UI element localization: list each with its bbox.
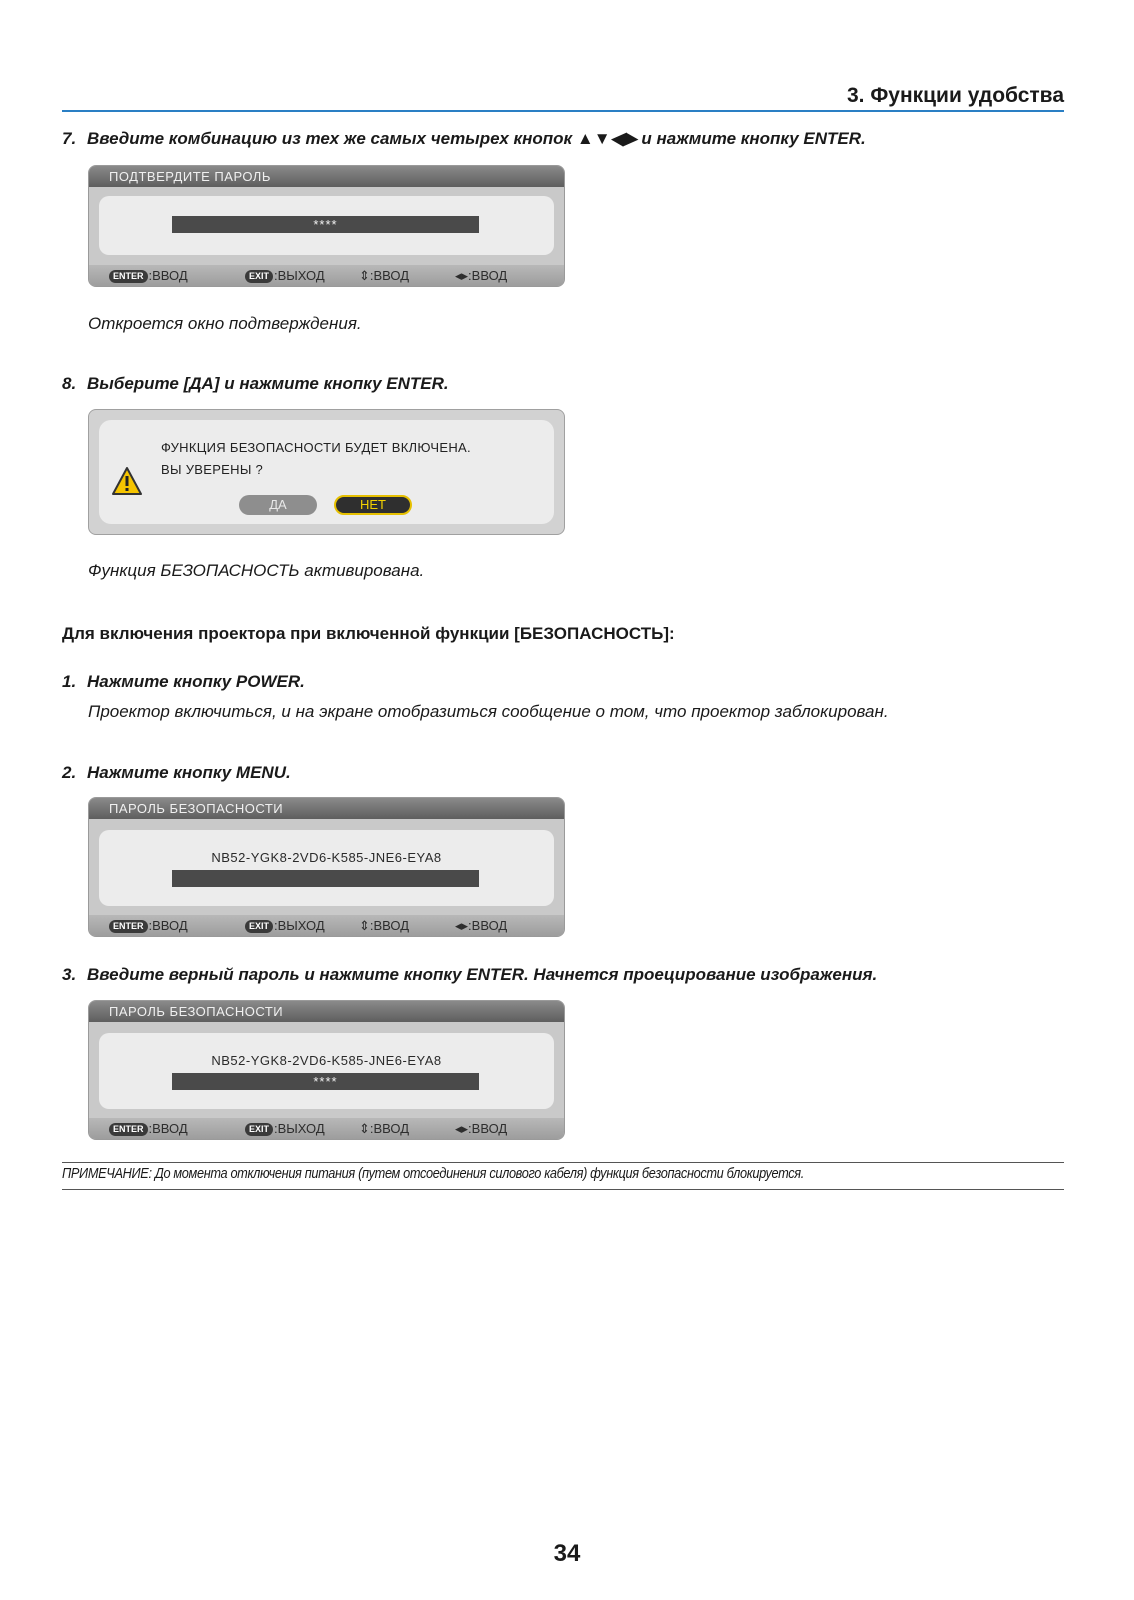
step-8-result: Функция БЕЗОПАСНОСТЬ активирована. xyxy=(88,561,425,580)
step-7 xyxy=(62,129,866,149)
footnote: ПРИМЕЧАНИЕ: До момента отключения питания (путем отсоединения силового кабеля) функция безопасности блокируется. xyxy=(62,1166,804,1182)
step-text: Нажмите кнопку MENU. xyxy=(87,763,291,782)
password-field[interactable]: **** xyxy=(172,1073,479,1090)
footer-enter-label: :ВВОД xyxy=(148,1121,188,1136)
osd-footer xyxy=(89,265,564,286)
osd-panel xyxy=(99,1033,554,1109)
step-number: 8. xyxy=(62,374,77,393)
dialog-panel xyxy=(99,420,554,524)
note-rule-top xyxy=(62,1162,1064,1163)
osd-title: ПАРОЛЬ БЕЗОПАСНОСТИ xyxy=(89,1001,564,1022)
footer-enter-label: :ВВОД xyxy=(148,268,188,283)
step-7-result: Откроется окно подтверждения. xyxy=(88,314,362,333)
password-field[interactable]: **** xyxy=(172,216,479,233)
security-confirm-dialog xyxy=(88,409,565,535)
exit-key-icon: EXIT xyxy=(245,270,273,283)
osd-panel xyxy=(99,196,554,255)
step-8 xyxy=(62,374,449,394)
footer-exit-label: :ВЫХОД xyxy=(274,1121,325,1136)
power-step-2 xyxy=(62,763,291,783)
footer-enter xyxy=(109,265,188,286)
footer-leftright: ◂▸:ВВОД xyxy=(455,268,508,283)
footer-updown: ⇕:ВВОД xyxy=(359,268,410,283)
subsection-heading: Для включения проектора при включенной функции [БЕЗОПАСНОСТЬ]: xyxy=(62,624,675,643)
osd-confirm-password xyxy=(88,165,565,287)
osd-footer xyxy=(89,915,564,936)
request-code: NB52-YGK8-2VD6-K585-JNE6-EYA8 xyxy=(211,850,442,865)
dialog-message-line1: ФУНКЦИЯ БЕЗОПАСНОСТИ БУДЕТ ВКЛЮЧЕНА. xyxy=(161,440,471,455)
no-button[interactable]: НЕТ xyxy=(334,495,412,515)
header-divider xyxy=(62,110,1064,112)
osd-security-password-2 xyxy=(88,1000,565,1140)
enter-key-icon: ENTER xyxy=(109,1123,148,1136)
enter-key-icon: ENTER xyxy=(109,270,148,283)
yes-button[interactable]: ДА xyxy=(239,495,317,515)
footer-exit-label: :ВЫХОД xyxy=(274,918,325,933)
footer-exit-label: :ВЫХОД xyxy=(274,268,325,283)
exit-key-icon: EXIT xyxy=(245,1123,273,1136)
footer-exit xyxy=(245,1118,325,1139)
power-step-3 xyxy=(62,965,877,985)
step-text: Введите комбинацию из тех же самых четырех кнопок ▲▼◀▶ и нажмите кнопку ENTER. xyxy=(87,129,866,148)
power-step-1 xyxy=(62,672,305,692)
footer-leftright: ◂▸:ВВОД xyxy=(455,918,508,933)
request-code: NB52-YGK8-2VD6-K585-JNE6-EYA8 xyxy=(211,1053,442,1068)
password-field[interactable] xyxy=(172,870,479,887)
footer-enter xyxy=(109,1118,188,1139)
step-text: Введите верный пароль и нажмите кнопку ENTER. Начнется проецирование изображения. xyxy=(87,965,878,984)
footer-updown: ⇕:ВВОД xyxy=(359,918,410,933)
note-rule-bottom xyxy=(62,1189,1064,1190)
footer-exit xyxy=(245,915,325,936)
dialog-message-line2: ВЫ УВЕРЕНЫ ? xyxy=(161,462,264,477)
osd-title: ПАРОЛЬ БЕЗОПАСНОСТИ xyxy=(89,798,564,819)
footer-updown: ⇕:ВВОД xyxy=(359,1121,410,1136)
footer-leftright: ◂▸:ВВОД xyxy=(455,1121,508,1136)
power-step-1-result: Проектор включиться, и на экране отобразиться сообщение о том, что проектор заблокирован. xyxy=(88,702,889,721)
warning-icon xyxy=(111,466,143,496)
osd-footer xyxy=(89,1118,564,1139)
footer-enter-label: :ВВОД xyxy=(148,918,188,933)
step-number: 7. xyxy=(62,129,77,148)
exit-key-icon: EXIT xyxy=(245,920,273,933)
step-number: 1. xyxy=(62,672,77,691)
step-text: Нажмите кнопку POWER. xyxy=(87,672,305,691)
osd-panel xyxy=(99,830,554,906)
footer-enter xyxy=(109,915,188,936)
osd-title: ПОДТВЕРДИТЕ ПАРОЛЬ xyxy=(89,166,564,187)
step-number: 2. xyxy=(62,763,77,782)
osd-security-password-1 xyxy=(88,797,565,937)
page-number: 34 xyxy=(553,1540,581,1567)
step-number: 3. xyxy=(62,965,77,984)
section-title: 3. Функции удобства xyxy=(847,84,1064,107)
footer-exit xyxy=(245,265,325,286)
step-text: Выберите [ДА] и нажмите кнопку ENTER. xyxy=(87,374,449,393)
enter-key-icon: ENTER xyxy=(109,920,148,933)
